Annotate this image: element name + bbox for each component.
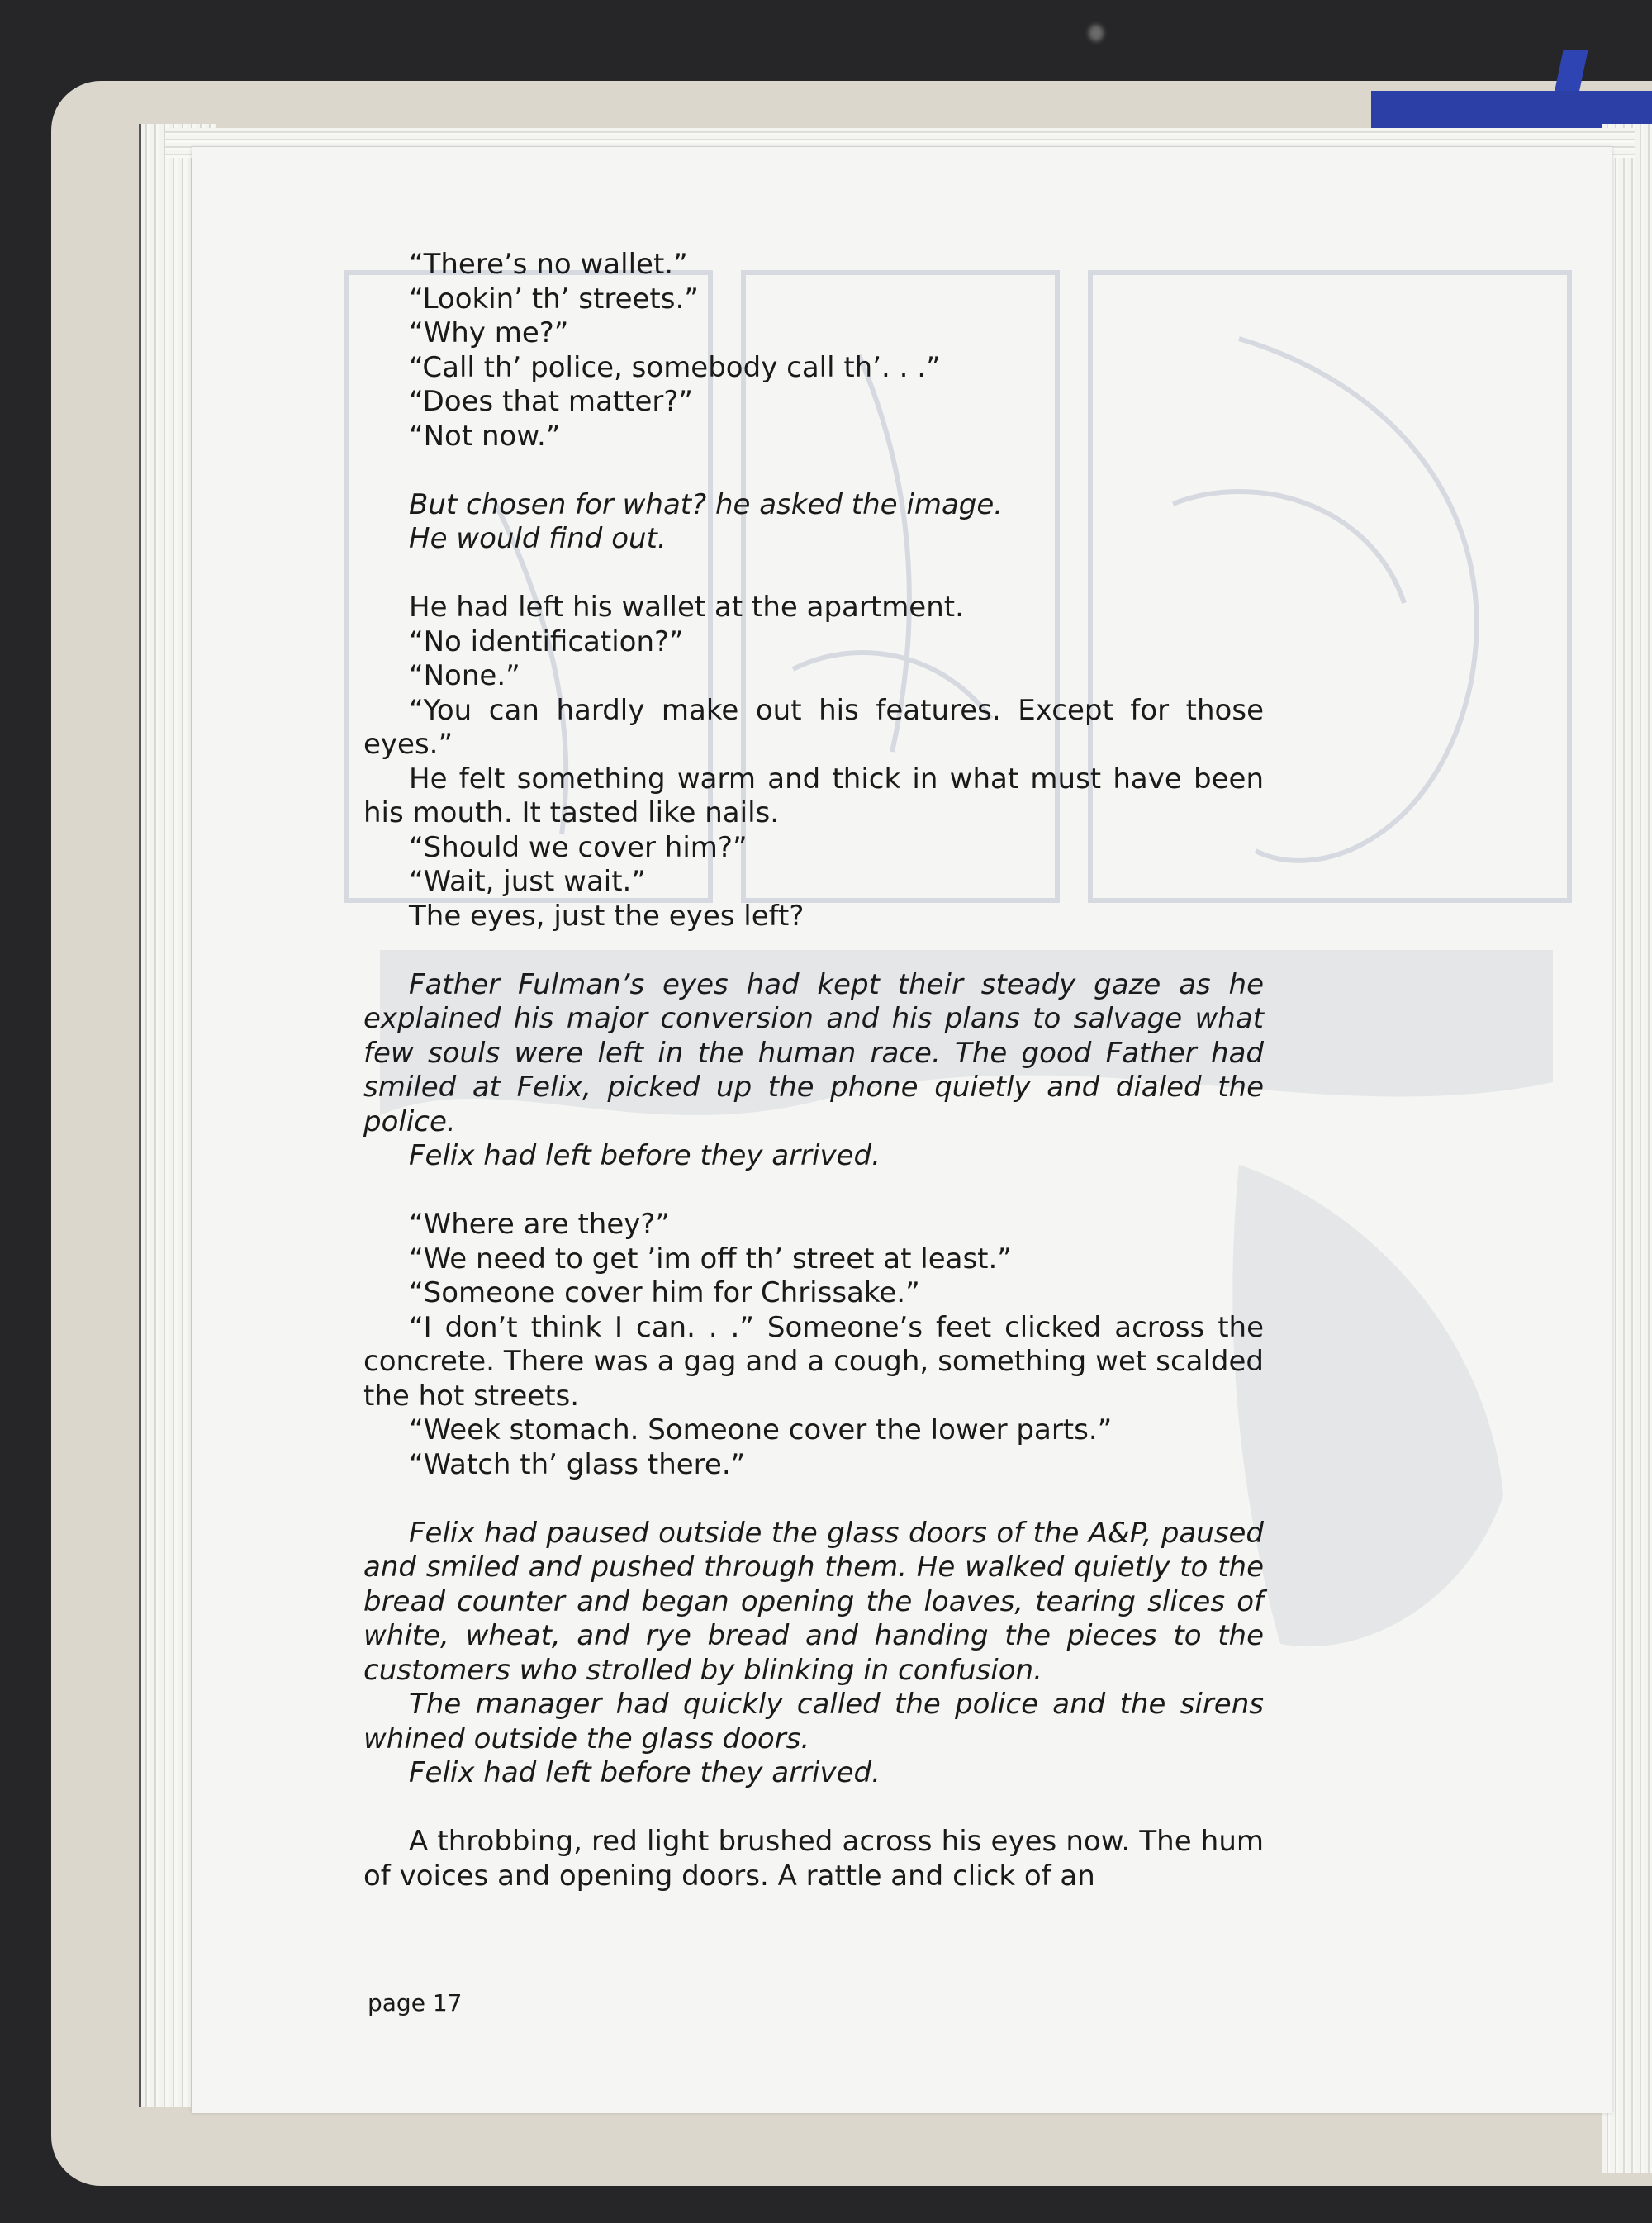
text-paragraph: “Where are they?”: [409, 1208, 671, 1241]
text-paragraph: “We need to get ’im off th’ street at least.”: [409, 1242, 1012, 1275]
italic-paragraph: Felix had paused outside the glass doors of the A&P, paused and smiled and pushed through them. He walked quietly to the bread counter and began opening the loaves, tearing slices of white, wheat, and rye bread and handing the pieces to the customers who strolled by blinking in confusion.: [363, 1516, 1264, 1687]
paragraph-gap: [363, 1174, 1264, 1209]
paragraph-gap: [363, 557, 1264, 591]
paragraph-gap: [363, 933, 1264, 968]
text-paragraph: “Call th’ police, somebody call th’. . .”: [409, 350, 941, 384]
italic-paragraph: The manager had quickly called the police and the sirens whined outside the glass doors.: [363, 1688, 1264, 1755]
italic-paragraph: Felix had left before they arrived.: [409, 1756, 881, 1789]
page-number: page 17: [368, 1989, 463, 2016]
text-paragraph: The eyes, just the eyes left?: [409, 899, 805, 933]
text-paragraph: “Week stomach. Someone cover the lower parts.”: [409, 1413, 1113, 1446]
paragraph-gap: [363, 454, 1264, 488]
text-paragraph: “Does that matter?”: [409, 385, 694, 418]
text-paragraph: “You can hardly make out his features. Except for those eyes.”: [363, 693, 1264, 761]
text-paragraph: A throbbing, red light brushed across his eyes now. The hum of voices and opening doors. A rattle and click of an: [363, 1825, 1264, 1893]
text-paragraph: “There’s no wallet.”: [409, 248, 688, 281]
italic-paragraph: But chosen for what? he asked the image.: [409, 487, 1004, 521]
paragraph-gap: [363, 1482, 1264, 1517]
dust-speck: [1089, 25, 1104, 41]
italic-paragraph: He would find out.: [409, 522, 667, 555]
text-paragraph: “I don’t think I can. . .” Someone’s feet clicked across the concrete. There was a gag and a cough, something wet scalded the hot streets.: [363, 1310, 1264, 1413]
text-paragraph: “None.”: [409, 659, 520, 692]
text-paragraph: “Wait, just wait.”: [409, 865, 646, 898]
text-paragraph: “Someone cover him for Chrissake.”: [409, 1276, 920, 1309]
text-paragraph: “Should we cover him?”: [409, 830, 748, 864]
text-paragraph: “Why me?”: [409, 316, 569, 349]
text-paragraph: “No identification?”: [409, 625, 684, 658]
text-paragraph: He had left his wallet at the apartment.: [409, 591, 964, 624]
text-paragraph: “Lookin’ th’ streets.”: [409, 282, 699, 316]
text-paragraph: “Watch th’ glass there.”: [409, 1447, 746, 1481]
page-body-text: [363, 248, 1264, 1893]
italic-paragraph: Father Fulman’s eyes had kept their steady gaze as he explained his major conversion and his plans to salvage what few souls were left in the human race. The good Father had smiled at Felix, picked up the phone quietly and dialed the police.: [363, 967, 1264, 1138]
text-paragraph: “Not now.”: [409, 419, 561, 453]
text-paragraph: He felt something warm and thick in what must have been his mouth. It tasted like nails.: [363, 762, 1264, 829]
paragraph-gap: [363, 1791, 1264, 1826]
italic-paragraph: Felix had left before they arrived.: [409, 1139, 881, 1172]
